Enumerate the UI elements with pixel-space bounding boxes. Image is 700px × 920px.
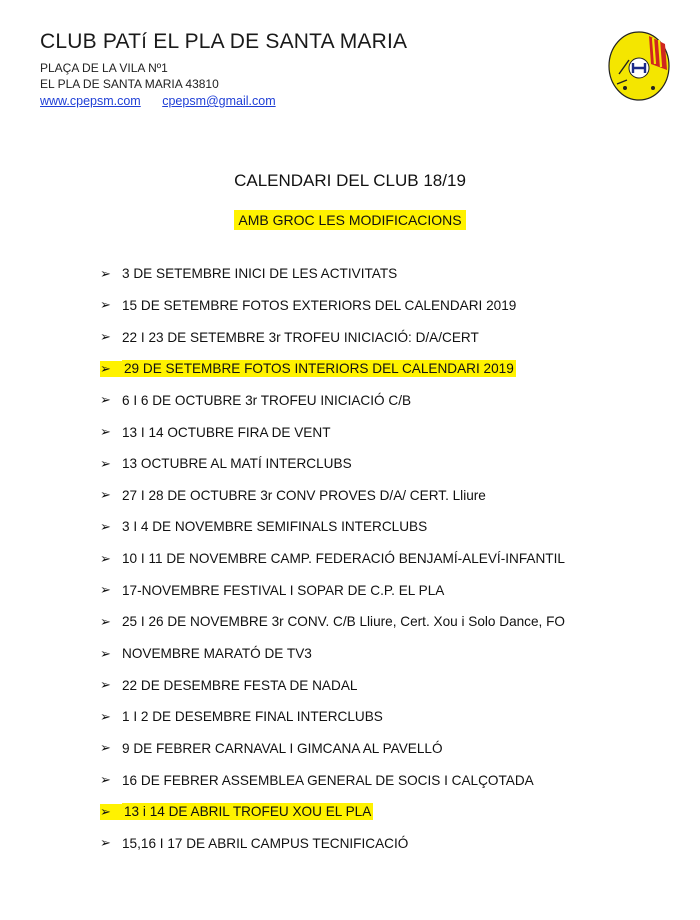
event-text: 22 DE DESEMBRE FESTA DE NADAL: [122, 677, 358, 693]
event-text: 1 I 2 DE DESEMBRE FINAL INTERCLUBS: [122, 709, 383, 725]
event-item: [100, 669, 565, 701]
event-item: [100, 353, 565, 385]
event-text: 10 I 11 DE NOVEMBRE CAMP. FEDERACIÓ BENJAMÍ-ALEVÍ-INFANTIL: [122, 551, 565, 567]
arrow-bullet-icon: ➢: [100, 613, 111, 629]
event-text: 9 DE FEBRER CARNAVAL I GIMCANA AL PAVELLÓ: [122, 740, 443, 756]
arrow-bullet-icon: ➢: [100, 487, 111, 503]
arrow-bullet-icon: ➢: [100, 740, 111, 756]
event-text: 16 DE FEBRER ASSEMBLEA GENERAL DE SOCIS I CALÇOTADA: [122, 772, 534, 788]
arrow-bullet-icon: ➢: [100, 804, 122, 820]
event-item: [100, 796, 565, 828]
event-item: [100, 764, 565, 796]
event-text: 17-NOVEMBRE FESTIVAL I SOPAR DE C.P. EL PLA: [122, 582, 445, 598]
event-item: [100, 574, 565, 606]
event-item: [100, 416, 565, 448]
event-text: 15 DE SETEMBRE FOTOS EXTERIORS DEL CALENDARI 2019: [122, 297, 517, 313]
email-link[interactable]: cpepsm@gmail.com: [162, 94, 276, 108]
arrow-bullet-icon: ➢: [100, 582, 111, 598]
arrow-bullet-icon: ➢: [100, 329, 111, 345]
arrow-bullet-icon: ➢: [100, 392, 111, 408]
event-text: 22 I 23 DE SETEMBRE 3r TROFEU INICIACIÓ: D/A/CERT: [122, 329, 479, 345]
event-text: NOVEMBRE MARATÓ DE TV3: [122, 646, 312, 661]
arrow-bullet-icon: ➢: [100, 518, 111, 534]
arrow-bullet-icon: ➢: [100, 265, 111, 281]
event-item: [100, 479, 565, 511]
arrow-bullet-icon: ➢: [100, 708, 111, 724]
event-item: [100, 733, 565, 765]
subtitle: [0, 212, 700, 230]
letterhead: [40, 30, 407, 108]
event-item: [100, 385, 565, 417]
event-text: 15,16 I 17 DE ABRIL CAMPUS TECNIFICACIÓ: [122, 835, 409, 851]
arrow-bullet-icon: ➢: [100, 772, 111, 788]
event-text: 13 i 14 DE ABRIL TROFEU XOU EL PLA: [124, 804, 372, 820]
club-logo-icon: [607, 30, 671, 102]
event-item: [100, 511, 565, 543]
event-text: 13 I 14 OCTUBRE FIRA DE VENT: [122, 424, 331, 440]
club-name: CLUB PATí EL PLA DE SANTA MARIA: [40, 30, 408, 53]
event-item: [100, 290, 565, 322]
address-line-2: EL PLA DE SANTA MARIA 43810: [40, 77, 219, 91]
arrow-bullet-icon: ➢: [100, 550, 111, 566]
document-title: CALENDARI DEL CLUB 18/19: [234, 171, 466, 190]
event-item: [100, 321, 565, 353]
arrow-bullet-icon: ➢: [100, 645, 111, 661]
website-link[interactable]: www.cpepsm.com: [40, 94, 141, 108]
event-item: [100, 448, 565, 480]
event-item: [100, 543, 565, 575]
event-list: [100, 258, 565, 859]
arrow-bullet-icon: ➢: [100, 677, 111, 693]
event-text: 13 OCTUBRE AL MATÍ INTERCLUBS: [122, 456, 352, 472]
highlight-note: AMB GROC LES MODIFICACIONS: [234, 210, 465, 230]
event-text: 25 I 26 DE NOVEMBRE 3r CONV. C/B Lliure, Cert. Xou i Solo Dance, FO: [122, 614, 565, 630]
arrow-bullet-icon: ➢: [100, 361, 122, 377]
arrow-bullet-icon: ➢: [100, 455, 111, 471]
event-text: 6 I 6 DE OCTUBRE 3r TROFEU INICIACIÓ C/B: [122, 392, 412, 408]
event-item: [100, 606, 565, 638]
event-item: [100, 701, 565, 733]
event-text: 29 DE SETEMBRE FOTOS INTERIORS DEL CALENDARI 2019: [124, 361, 514, 377]
event-text: 3 DE SETEMBRE INICI DE LES ACTIVITATS: [122, 266, 398, 282]
arrow-bullet-icon: ➢: [100, 424, 111, 440]
arrow-bullet-icon: ➢: [100, 835, 111, 851]
event-item: [100, 258, 565, 290]
arrow-bullet-icon: ➢: [100, 297, 111, 313]
event-text: 27 I 28 DE OCTUBRE 3r CONV PROVES D/A/ CERT. Lliure: [122, 487, 486, 503]
event-item: [100, 638, 565, 670]
event-item: [100, 828, 565, 860]
address-line-1: PLAÇA DE LA VILA Nº1: [40, 61, 168, 75]
event-text: 3 I 4 DE NOVEMBRE SEMIFINALS INTERCLUBS: [122, 519, 428, 535]
